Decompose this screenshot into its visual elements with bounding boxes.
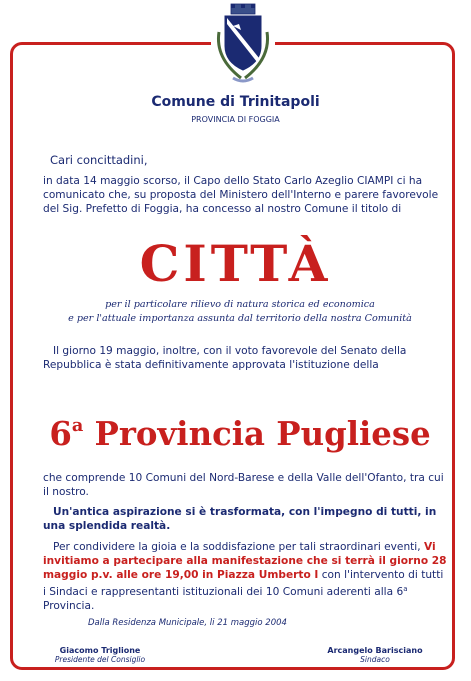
provincia-subtitle: PROVINCIA DI FOGGIA [191,115,280,124]
provincia-heading [24,404,455,456]
invitation-end-a: con l'intervento di tutti i Sindaci e rappresentanti istituzionali dei 10 Comuni aderenti alla 6 [43,569,444,598]
signature-president-name: Giacomo Triglione [59,646,141,655]
invitation-end-b: Provincia. [43,600,95,612]
date-line: Dalla Residenza Municipale, li 21 maggio 2004 [88,618,287,628]
paragraph-invitation [43,540,448,613]
signature-mayor [300,646,450,664]
signature-mayor-name: Arcangelo Barisciano [327,646,423,655]
motivation-line-2: e per l'attuale importanza assunta dal territorio della nostra Comunità [68,313,412,324]
provincia-number: 6 [49,414,72,453]
invitation-highlight: Vi invitiamo a partecipare alla manifestazione che si terrà il giorno 28 maggio p.v. alle ore 19,00 in Piazza Umberto I [43,541,447,581]
paragraph-announcement: in data 14 maggio scorso, il Capo dello Stato Carlo Azeglio CIAMPI ci ha comunicato che, su proposta del Ministero dell'Interno e parere favorevole del Sig. Prefetto di Foggia, ha concesso al nostro Comune il titolo di [43,175,439,215]
signature-president-role: Presidente del Consiglio [54,655,146,664]
comune-title: Comune di Trinitapoli [151,94,320,110]
citta-motivation [40,298,440,326]
paragraph-aspiration [43,505,448,533]
paragraph-aspiration-text: Un'antica aspirazione si è trasformata, con l'impegno di tutti, in una splendida realtà. [43,506,437,532]
motivation-line-1: per il particolare rilievo di natura storica ed economica [105,299,375,310]
paragraph-senate [43,344,443,372]
invitation-intro: Per condividere la gioia e la soddisfazione per tali straordinari eventi, [53,541,424,553]
provincia-ordinal: a [71,415,84,436]
invitation-ordinal: a [403,585,408,593]
citta-heading: CITTÀ [139,234,332,293]
paragraph-senate-text: Il giorno 19 maggio, inoltre, con il voto favorevole del Senato della Repubblica è stata definitivamente approvata l'istituzione della [43,345,407,371]
greeting: Cari concittadini, [50,153,148,167]
signature-mayor-role: Sindaco [360,655,390,664]
municipal-crest-icon [211,2,275,88]
provincia-text: Provincia Pugliese [94,414,431,453]
paragraph-comuni: che comprende 10 Comuni del Nord-Barese e della Valle dell'Ofanto, tra cui il nostro. [43,472,444,498]
signature-president [30,646,170,664]
